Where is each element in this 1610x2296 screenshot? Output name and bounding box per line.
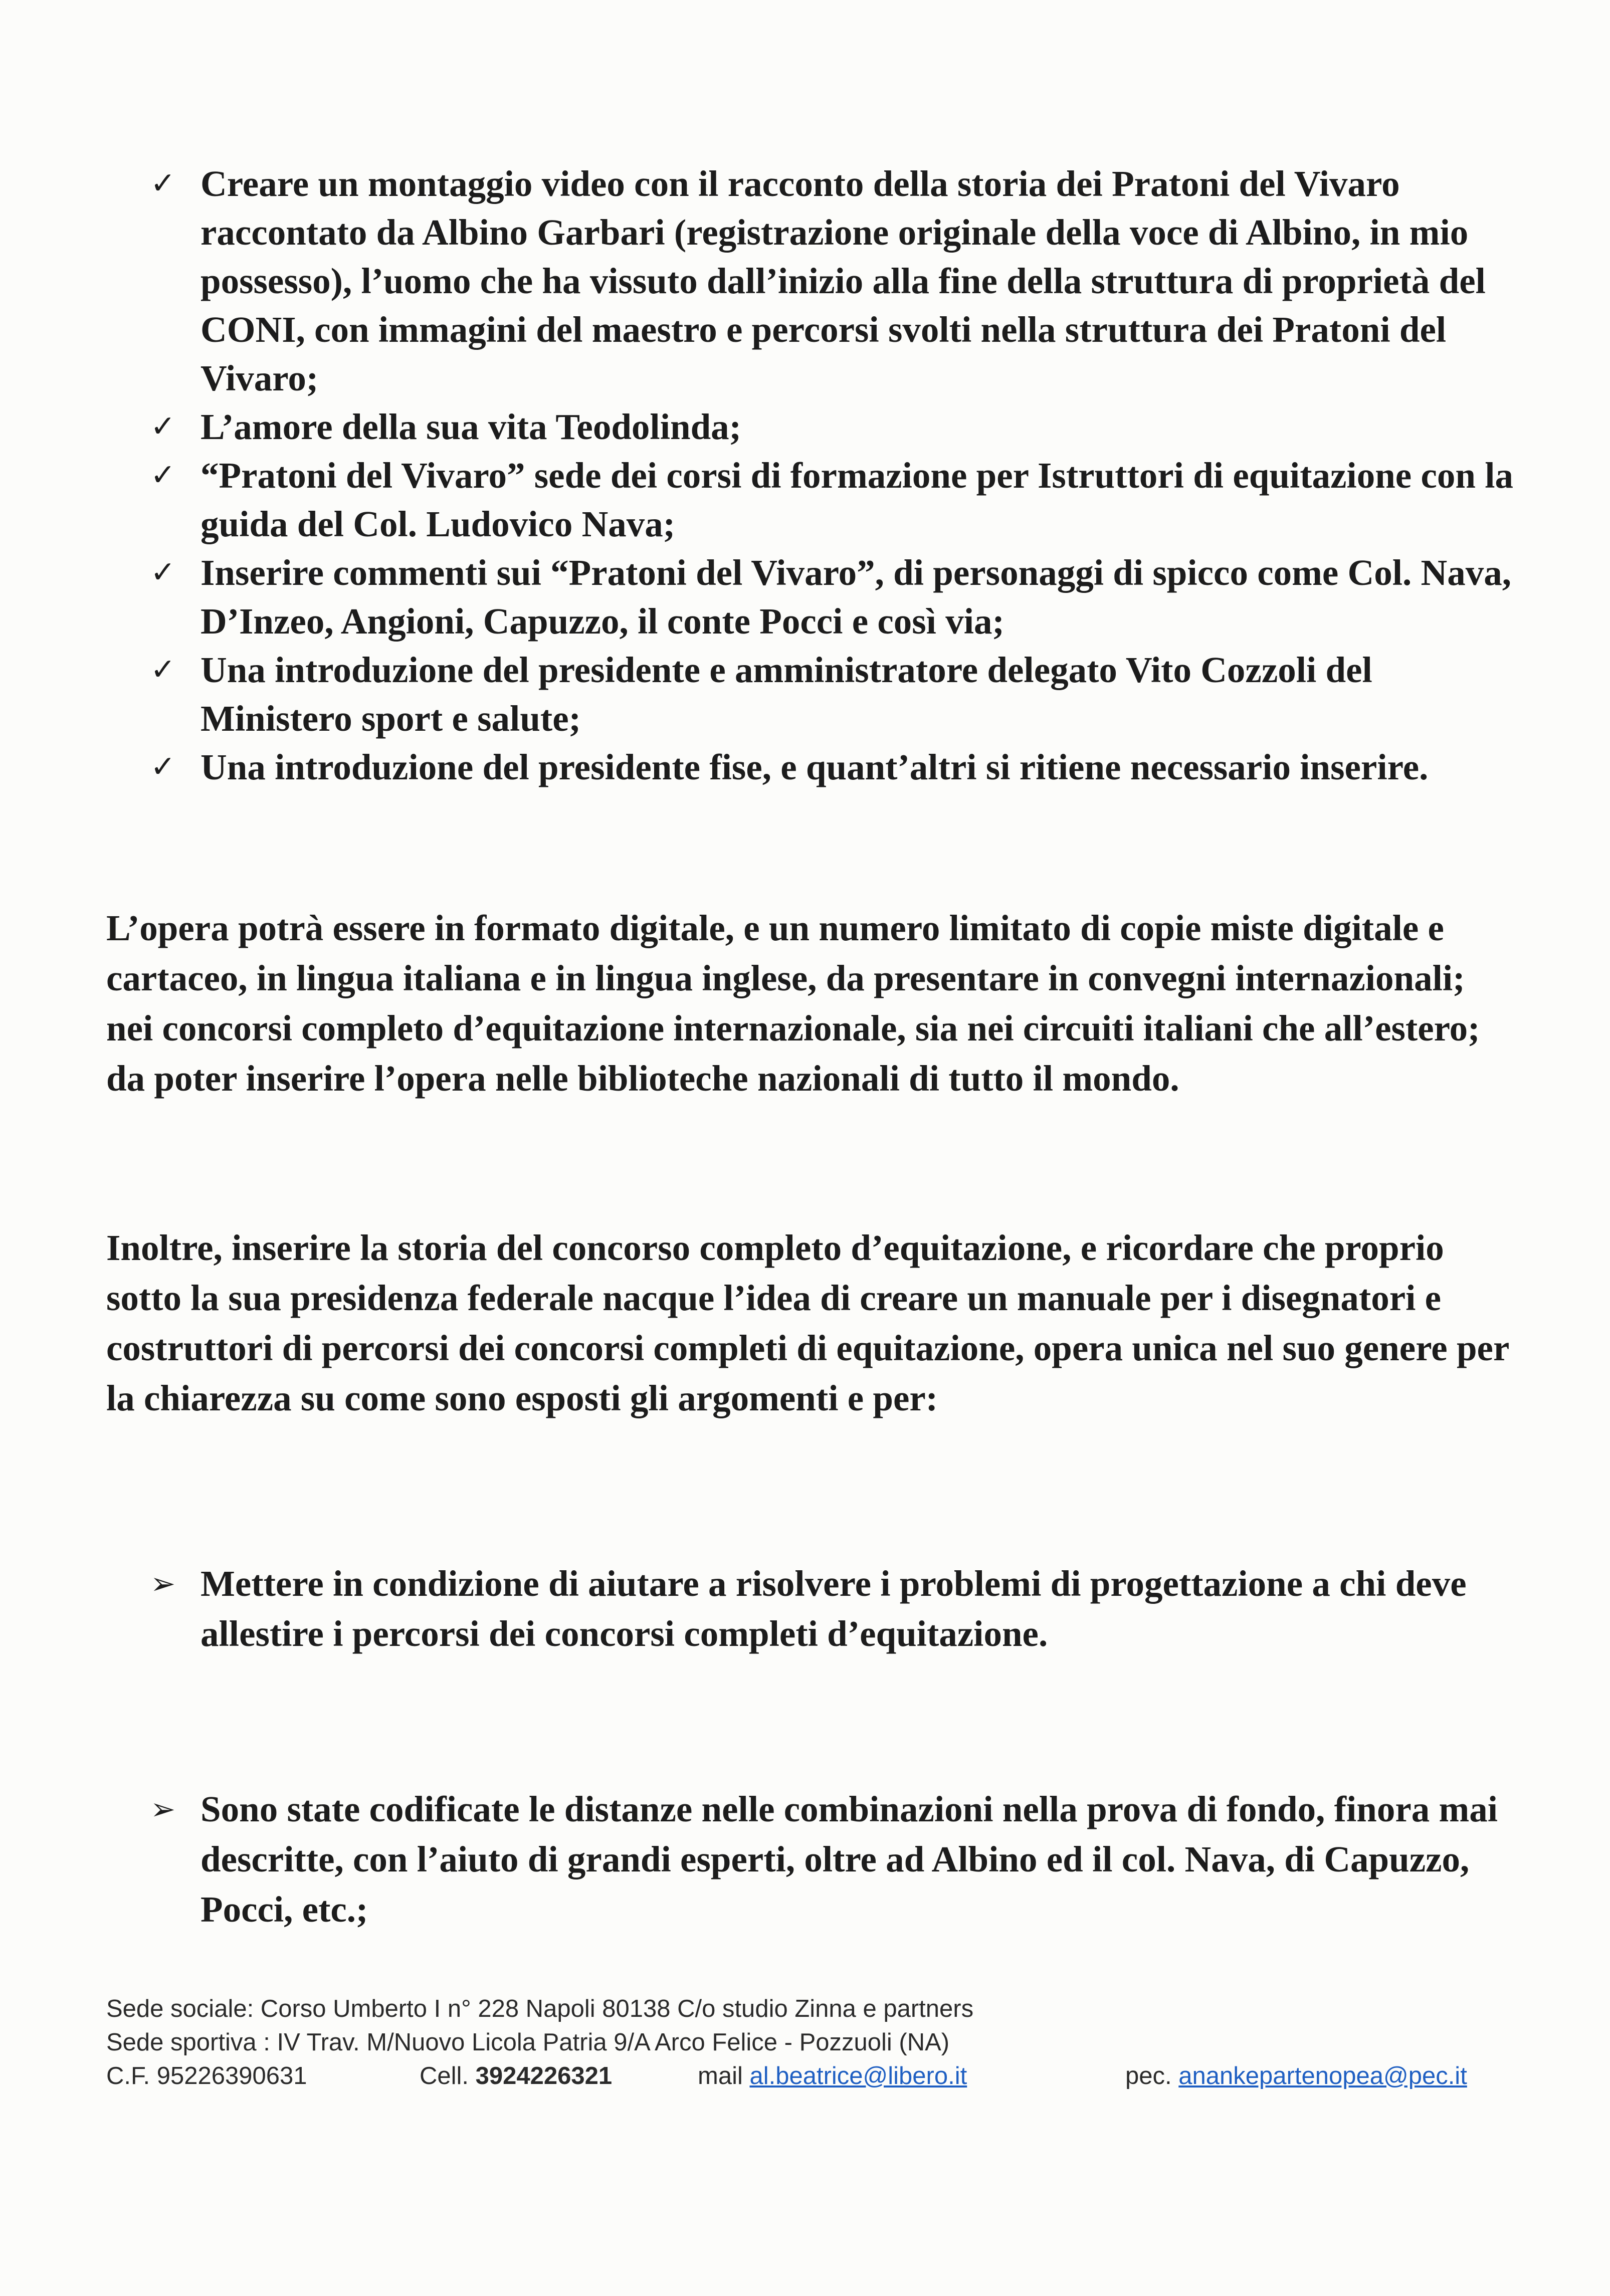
- footer-cell-value: 3924226321: [475, 2062, 613, 2090]
- footer-mail-link[interactable]: al.beatrice@libero.it: [749, 2062, 967, 2090]
- footer-sede-sociale: Sede sociale: Corso Umberto I n° 228 Napoli 80138 C/o studio Zinna e partners: [106, 1995, 974, 2022]
- checklist-item: [150, 548, 1514, 646]
- check-icon: ✓: [150, 166, 176, 201]
- checklist-item: [150, 402, 1514, 451]
- checklist-item: [150, 646, 1514, 743]
- footer-cell: [420, 2059, 612, 2093]
- footer-cf: C.F. 95226390631: [106, 2062, 307, 2090]
- checklist-item-text: Inserire commenti sui “Pratoni del Vivaro”, di personaggi di spicco come Col. Nava, D’Inzeo, Angioni, Capuzzo, il conte Pocci e così via;: [200, 552, 1512, 642]
- footer-contacts-row: [106, 2059, 1510, 2093]
- arrow-list-item: [150, 1559, 1524, 1659]
- footer-pec-link[interactable]: anankepartenopea@pec.it: [1178, 2062, 1467, 2090]
- paragraph-storia: Inoltre, inserire la storia del concorso completo d’equitazione, e ricordare che proprio sotto la sua presidenza federale nacque l’idea di creare un manuale per i disegnatori e costruttori di percorsi dei concorsi completi di equitazione, opera unica nel suo genere per la chiarezza su come sono esposti gli argomenti e per:: [106, 1227, 1509, 1418]
- paragraph-formato: L’opera potrà essere in formato digitale, e un numero limitato di copie miste digitale e cartaceo, in lingua italiana e in lingua inglese, da presentare in convegni internazionali; nei concorsi completo d’equitazione internazionale, sia nei circuiti italiani che all’estero; da poter inserire l’opera nelle biblioteche nazionali di tutto il mondo.: [106, 908, 1480, 1099]
- checklist-item-text: “Pratoni del Vivaro” sede dei corsi di formazione per Istruttori di equitazione con la guida del Col. Ludovico Nava;: [200, 455, 1513, 544]
- footer-mail: [698, 2059, 967, 2093]
- check-icon: ✓: [150, 749, 176, 784]
- arrow-list: [150, 1559, 1524, 1659]
- arrow-list-item-text: Sono state codificate le distanze nelle combinazioni nella prova di fondo, finora mai descritte, con l’aiuto di grandi esperti, oltre ad Albino ed il col. Nava, di Capuzzo, Pocci, etc.;: [200, 1789, 1498, 1930]
- arrow-list-item-text: Mettere in condizione di aiutare a risolvere i problemi di progettazione a chi deve allestire i percorsi dei concorsi completi d’equitazione.: [200, 1563, 1467, 1654]
- arrow-list: [150, 1784, 1524, 1935]
- check-icon: ✓: [150, 555, 176, 590]
- footer-mail-label: mail: [698, 2062, 743, 2090]
- checklist-item: [150, 743, 1514, 791]
- check-icon: ✓: [150, 652, 176, 687]
- checklist: [150, 159, 1514, 791]
- checklist-item-text: L’amore della sua vita Teodolinda;: [200, 406, 741, 447]
- checklist-item-text: Una introduzione del presidente e amministratore delegato Vito Cozzoli del Ministero sport e salute;: [200, 650, 1372, 739]
- check-icon: ✓: [150, 458, 176, 493]
- letterhead-footer: [106, 1992, 1510, 2093]
- checklist-item-text: Una introduzione del presidente fise, e quant’altri si ritiene necessario inserire.: [200, 747, 1429, 787]
- footer-sede-sportiva: Sede sportiva : IV Trav. M/Nuovo Licola Patria 9/A Arco Felice - Pozzuoli (NA): [106, 2029, 950, 2056]
- footer-pec: [1125, 2059, 1467, 2093]
- footer-cell-label: Cell.: [420, 2062, 469, 2090]
- footer-pec-label: pec.: [1125, 2062, 1172, 2090]
- arrow-bullet-icon: ➢: [150, 1792, 176, 1827]
- check-icon: ✓: [150, 409, 176, 444]
- checklist-item: [150, 451, 1514, 548]
- arrow-list-item: [150, 1784, 1524, 1935]
- checklist-item-text: Creare un montaggio video con il racconto della storia dei Pratoni del Vivaro raccontato da Albino Garbari (registrazione originale della voce di Albino, in mio possesso), l’uomo che ha vissuto dall’inizio alla fine della struttura di proprietà del CONI, con immagini del maestro e percorsi svolti nella struttura dei Pratoni del Vivaro;: [200, 163, 1486, 398]
- arrow-bullet-icon: ➢: [150, 1566, 176, 1601]
- checklist-item: [150, 159, 1514, 402]
